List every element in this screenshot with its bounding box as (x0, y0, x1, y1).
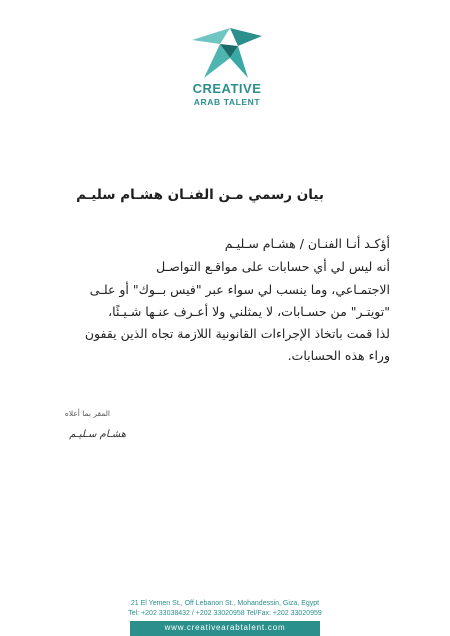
brand-name: CREATIVE (192, 81, 262, 96)
statement-line: وراء هذه الحسابات. (287, 348, 390, 363)
statement-line: "تويتـر" من حسـابات، لا يمثلني ولا أعـرف عنـها شـيـئًا، (108, 304, 390, 319)
brand-subtitle: ARAB TALENT (193, 97, 261, 107)
statement-line: لذا قمت باتخاذ الإجراءات القانونية اللازمة تجاه الذين يقفون (84, 326, 390, 341)
footer-address: 21 El Yemen St., Off Lebanon St., Mohandessin, Giza, Egypt (130, 600, 320, 607)
signature-label: المقر بما أعلاه (64, 409, 110, 418)
statement-title: بيان رسمي مـن الفنـان هشـام سليـم (76, 187, 324, 203)
footer-website-bar (130, 621, 320, 636)
statement-line: أؤكـد أنـا الفنـان / هشـام سـليـم (224, 236, 390, 251)
star-arrow-logo-icon (190, 26, 264, 80)
statement-line: الاجتمـاعي، وما ينسب لي سواء عبر "فيس بــوك" أو علـى (89, 282, 390, 297)
signature-name: هشـام سـليـم (69, 429, 126, 440)
footer-website-link[interactable]: www.creativearabtalent.com (164, 623, 286, 632)
company-logo (172, 26, 282, 110)
footer-phones: Tel: +202 33038432 / +202 33020958 Tel/Fax: +202 33020959 (128, 610, 322, 617)
statement-line: أنه ليس لي أي حسابات على مواقـع التواصـل (156, 259, 390, 274)
